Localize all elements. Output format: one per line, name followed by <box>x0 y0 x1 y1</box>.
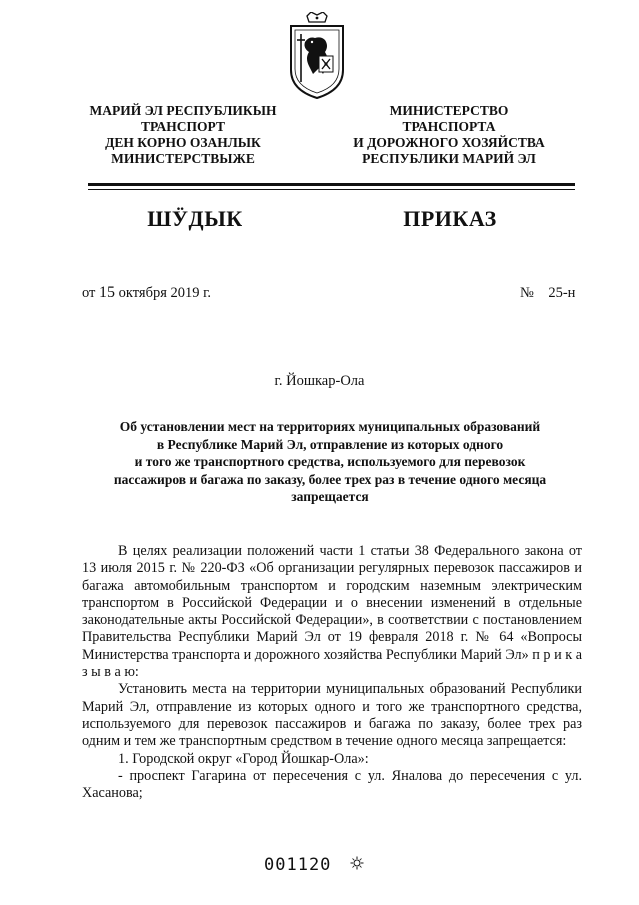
city-name: г. Йошкар-Ола <box>274 373 365 389</box>
date-prefix: от <box>82 285 96 301</box>
subject-line: в Республике Марий Эл, отправление из которых одного <box>156 436 504 452</box>
header-right-line: ТРАНСПОРТА <box>402 119 496 134</box>
header-right-line: И ДОРОЖНОГО ХОЗЯЙСТВА <box>353 135 545 150</box>
header-left-line: МИНИСТЕРСТВЫЖЕ <box>111 151 255 166</box>
header-ministry-russian <box>338 103 560 167</box>
header-left-line: МАРИЙ ЭЛ РЕСПУБЛИКЫН <box>89 103 277 118</box>
subject-line: и того же транспортного средства, используемого для перевозок <box>134 454 526 470</box>
date-day: 15 <box>99 284 116 301</box>
order-body <box>82 543 582 802</box>
header-right-line: МИНИСТЕРСТВО <box>389 103 509 118</box>
document-title-russian: ПРИКАЗ <box>403 206 497 231</box>
list-item: - проспект Гагарина от пересечения с ул. Яналова до пересечения с ул. Хасанова; <box>82 767 582 802</box>
order-date <box>82 284 211 302</box>
number-label: № <box>520 285 534 301</box>
header-ministry-mari <box>72 103 294 167</box>
header-left-line: ТРАНСПОРТ <box>141 119 225 134</box>
order-number <box>520 284 575 302</box>
header-divider-thin <box>88 189 575 190</box>
coat-of-arms-emblem <box>285 12 349 100</box>
header-right-line: РЕСПУБЛИКИ МАРИЙ ЭЛ <box>362 151 536 166</box>
header-left-line: ДЕН КОРНО ОЗАНЛЫК <box>105 135 261 150</box>
order-subject <box>90 418 570 506</box>
number-value: 25-н <box>548 285 576 301</box>
subject-line: запрещается <box>291 489 369 505</box>
subject-line: Об установлении мест на территориях муниципальных образований <box>119 419 541 434</box>
date-rest: октября 2019 г. <box>118 285 212 301</box>
document-title-mari: ШӰДЫК <box>147 206 243 231</box>
preamble-paragraph: В целях реализации положений части 1 статьи 38 Федерального закона от 13 июля 2015 г. № 220-ФЗ «Об организации регулярных перевозок пассажиров и багажа автомобильным транспортом и городским наземным электрическим транспортом в Российской Федерации и о внесении изменений в отдельные законодательные акты Российской Федерации», в соответствии с постановлением Правительства Республики Марий Эл от 19 февраля 2018 г. № 64 «Вопросы Министерства транспорта и дорожного хозяйства Республики Марий Эл» п р и к а з ы в а ю: <box>82 543 582 681</box>
serial-mark-icon <box>350 856 364 870</box>
document-serial-number: 001120 <box>264 855 332 875</box>
list-item: 1. Городской округ «Город Йошкар-Ола»: <box>118 750 369 767</box>
subject-line: пассажиров и багажа по заказу, более трех раз в течение одного месяца <box>113 471 547 487</box>
header-divider-thick <box>88 183 575 186</box>
order-paragraph: Установить места на территории муниципальных образований Республики Марий Эл, отправление из которых одного и того же транспортного средства, используемого для перевозок пассажиров и багажа по заказу, более трех раз одним и тем же транспортным средством в течение одного месяца запрещается: <box>82 681 582 750</box>
